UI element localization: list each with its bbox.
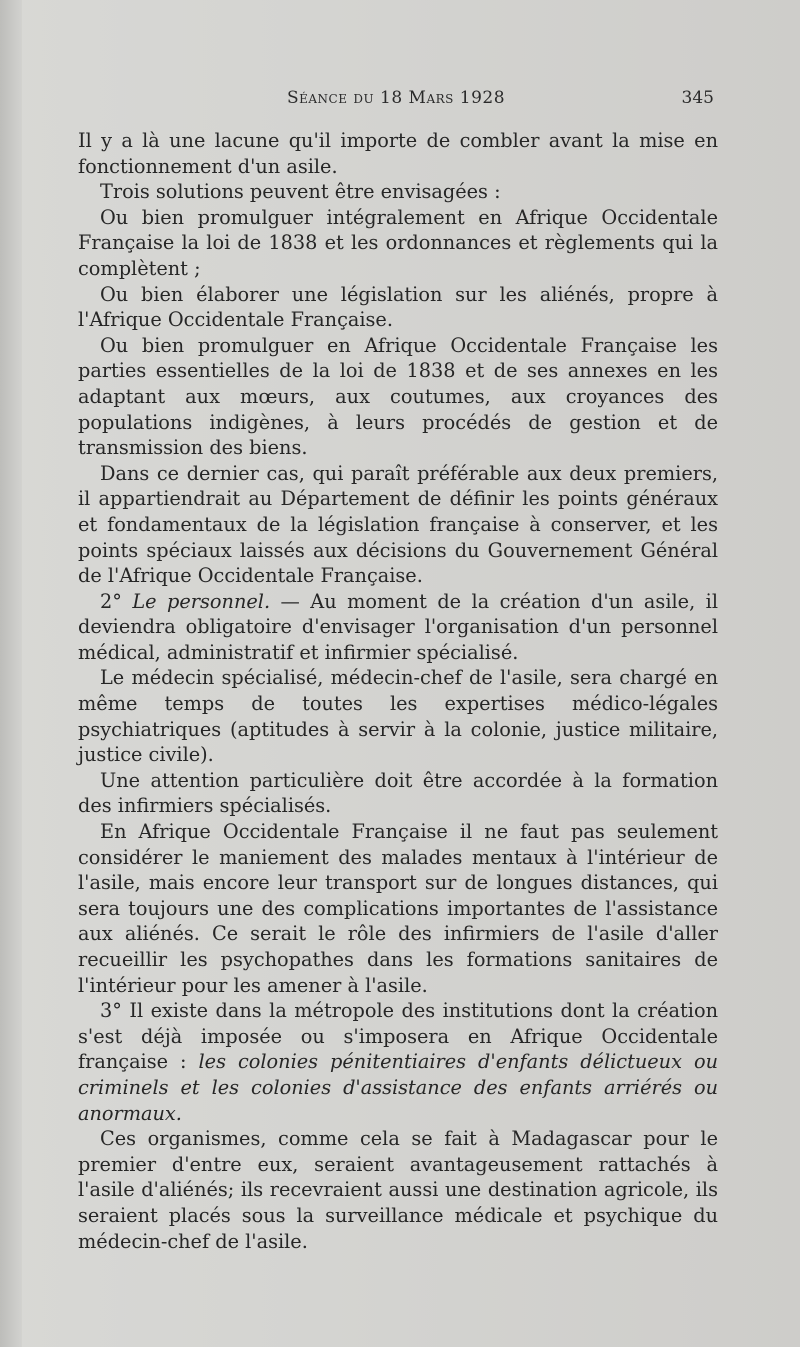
personnel-heading: Le personnel. (132, 589, 271, 613)
paragraph-infirmiers: Une attention particulière doit être accordée à la formation des infirmiers spécialisés. (78, 768, 718, 818)
personnel-text: — Au moment de la création d'un asile, il deviendra obligatoire d'envisager l'organisation d'un personnel médical, administratif et infirmier spécialisé. (78, 589, 718, 664)
paragraph-organismes: Ces organismes, comme cela se fait à Madagascar pour le premier d'entre eux, seraient avantageusement rattachés à l'asile d'aliénés; ils recevraient aussi une destination agricole, ils seraient placés sous la surveillance médicale et psychique du médecin-chef de l'asile. (78, 1127, 718, 1253)
paragraph-transport: En Afrique Occidentale Française il ne faut pas seulement considérer le maniement des malades mentaux à l'intérieur de l'asile, mais encore leur transport sur de longues distances, qui sera toujours une des complications importantes de l'assistance aux aliénés. Ce serait le rôle des infirmiers de l'asile d'aller recueillir les psychopathes dans les formations sanitaires de l'intérieur pour les amener à l'asile. (78, 820, 718, 997)
paragraph-solution-2: Ou bien élaborer une législation sur les aliénés, propre à l'Afrique Occidentale Française. (78, 282, 718, 332)
paragraph-lacune: Il y a là une lacune qu'il importe de combler avant la mise en fonctionnement d'un asile. (78, 129, 718, 178)
body-text (78, 128, 718, 1254)
paragraph-dernier-cas: Dans ce dernier cas, qui paraît préférable aux deux premiers, il appartiendrait au Département de définir les points généraux et fondamentaux de la législation française à conserver, et les points spéciaux laissés aux décisions du Gouvernement Général de l'Afrique Occidentale Française. (78, 461, 718, 588)
paragraph-solution-3: Ou bien promulguer en Afrique Occidentale Française les parties essentielles de la loi de 1838 et de ses annexes en les adaptant aux mœurs, aux coutumes, aux croyances des populations indigènes, à leurs procédés de gestion et de transmission des biens. (78, 333, 718, 460)
institutions-text: 3° Il existe dans la métropole des institutions dont la création s'est déjà imposée ou s'imposera en Afrique Occidentale française : (78, 999, 718, 1074)
running-head: Séance du 18 Mars 1928 (286, 88, 506, 108)
institutions-italic: les colonies pénitentiaires d'enfants délictueux ou criminels et les colonies d'assistance des enfants arriérés ou anormaux. (78, 1050, 718, 1125)
personnel-prefix: 2° (100, 589, 133, 613)
paragraph-medecin: Le médecin spécialisé, médecin-chef de l'asile, sera chargé en même temps de toutes les expertises médico-légales psychiatriques (aptitudes à servir à la colonie, justice militaire, justice civile). (78, 666, 718, 767)
page-header (78, 88, 714, 118)
paragraph-institutions (78, 998, 718, 1126)
page-number: 345 (681, 88, 714, 108)
paragraph-trois-solutions: Trois solutions peuvent être envisagées : (100, 180, 501, 204)
paragraph-personnel (78, 589, 718, 666)
paragraph-solution-1: Ou bien promulguer intégralement en Afrique Occidentale Française la loi de 1838 et les ordonnances et règlements qui la complètent ; (78, 205, 718, 280)
